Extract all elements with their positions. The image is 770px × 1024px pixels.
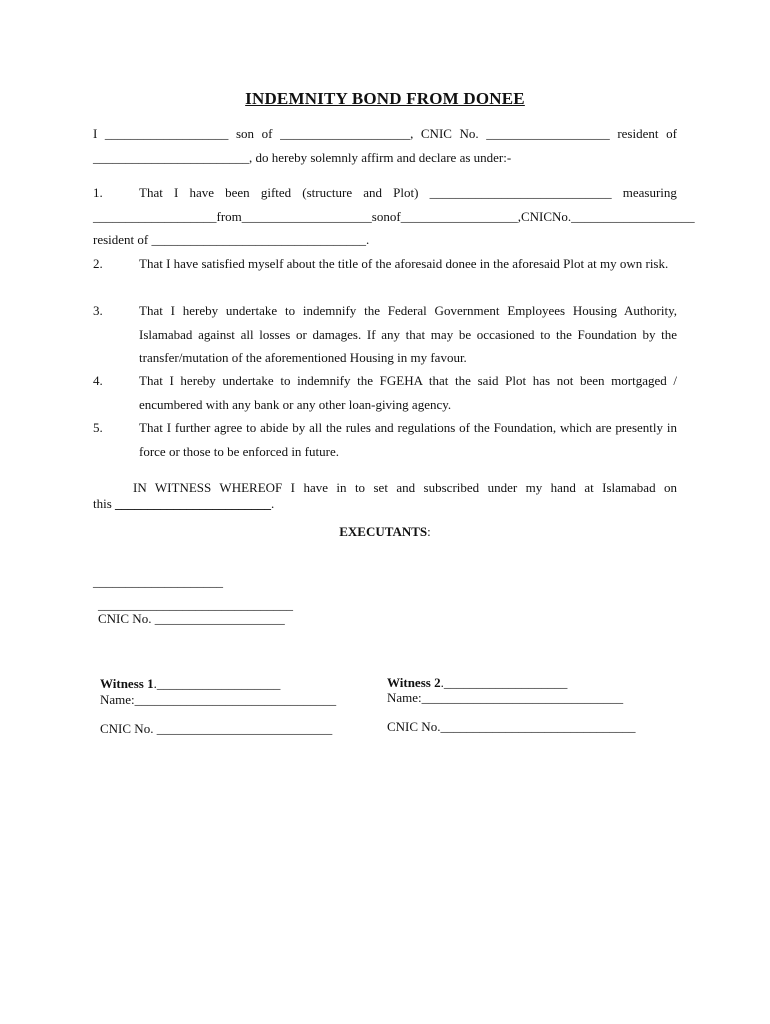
plot-blank[interactable]: ____________________________	[429, 185, 612, 200]
executant-name-line[interactable]: ______________________________	[98, 597, 293, 612]
clause-number: 1.	[93, 185, 103, 200]
clause-3-text: That I hereby undertake to indemnify the Federal Government Employees Housing Authority, Islamabad against all losses or damages. If any that may be occasioned to the Foundation by the transfer/mutation of the aforementioned Housing in my favour.	[139, 303, 677, 365]
clause-word: CNIC	[520, 209, 552, 224]
clause-number: 2.	[93, 256, 103, 271]
clause-2-text: That I have satisfied myself about the title of the aforesaid donee in the aforesaid Plot at my own risk.	[139, 256, 669, 271]
clause-word: measuring	[622, 185, 677, 200]
clause-number: 4.	[93, 373, 103, 388]
intro-line-2: ________________________, do hereby solemnly affirm and declare as under:-	[93, 150, 512, 165]
witness-2-name[interactable]: Name:_______________________________	[387, 690, 624, 705]
document-title: INDEMNITY BOND FROM DONEE	[245, 89, 525, 108]
clause-word: have	[189, 185, 214, 200]
intro-word: of	[666, 126, 677, 141]
witness-2-blank[interactable]: .___________________	[440, 675, 568, 690]
clause-number: 3.	[93, 303, 103, 318]
clause-1-line-2	[93, 209, 695, 225]
intro-word: I	[93, 126, 98, 141]
intro-word: resident	[617, 126, 659, 141]
clause-word: Plot)	[393, 185, 419, 200]
name-blank[interactable]: ___________________	[104, 126, 229, 141]
witness-clause-word: this	[93, 496, 112, 511]
intro-line-1	[93, 126, 677, 142]
witness-1-blank[interactable]: .___________________	[153, 676, 281, 691]
donor-father-blank[interactable]: __________________,	[400, 209, 521, 224]
clause-number: 5.	[93, 420, 103, 435]
clause-word: That	[139, 185, 163, 200]
intro-word: CNIC	[420, 126, 452, 141]
witness-clause-word: .	[271, 496, 275, 511]
clause-5-text: That I further agree to abide by all the rules and regulations of the Foundation, which are presently in force or those to be enforced in future.	[139, 420, 677, 459]
witness-1-cnic[interactable]: CNIC No. ___________________________	[100, 721, 333, 736]
executant-signature-line[interactable]: ____________________	[93, 574, 223, 589]
witness-1-name[interactable]: Name:_______________________________	[100, 692, 337, 707]
witness-1-title: Witness 1	[100, 676, 154, 691]
clause-word: from	[216, 209, 242, 224]
clause-word: I	[173, 185, 179, 200]
executants-heading	[0, 524, 770, 540]
executants-colon: :	[427, 524, 431, 539]
clause-4-text: That I hereby undertake to indemnify the FGEHA that the said Plot has not been mortgaged / encumbered with any bank or any other loan-giving agency.	[139, 373, 677, 412]
witness-clause-line-2	[93, 496, 274, 512]
witness-2-cnic[interactable]: CNIC No.______________________________	[387, 719, 636, 734]
clause-word: (structure	[302, 185, 353, 200]
executant-cnic[interactable]: CNIC No. ____________________	[98, 611, 285, 626]
intro-word: No.	[459, 126, 479, 141]
intro-word: son	[236, 126, 255, 141]
measure-blank[interactable]: ___________________	[93, 209, 217, 224]
donor-name-blank[interactable]: ____________________	[241, 209, 372, 224]
clause-1-line-1	[139, 185, 677, 201]
executants-label: EXECUTANTS	[339, 524, 428, 539]
date-blank[interactable]: ________________________	[115, 496, 272, 511]
donor-cnic-blank[interactable]: ___________________	[571, 209, 695, 224]
clause-word: been	[225, 185, 250, 200]
clause-word: and	[363, 185, 383, 200]
clause-word: No.	[552, 209, 572, 224]
witness-2-title: Witness 2	[387, 675, 441, 690]
clause-word: son	[371, 209, 390, 224]
clause-word: gifted	[260, 185, 292, 200]
witness-clause-line-1: IN WITNESS WHEREOF I have in to set and subscribed under my hand at Islamabad on	[133, 480, 677, 495]
witness-1-label	[100, 676, 280, 692]
clause-1-line-3: resident of _________________________________.	[93, 232, 370, 247]
witness-2-label	[387, 675, 567, 691]
intro-word: of	[261, 126, 273, 141]
cnic-blank[interactable]: ___________________	[486, 126, 610, 141]
father-name-blank[interactable]: ____________________,	[280, 126, 414, 141]
clause-word: of	[389, 209, 401, 224]
